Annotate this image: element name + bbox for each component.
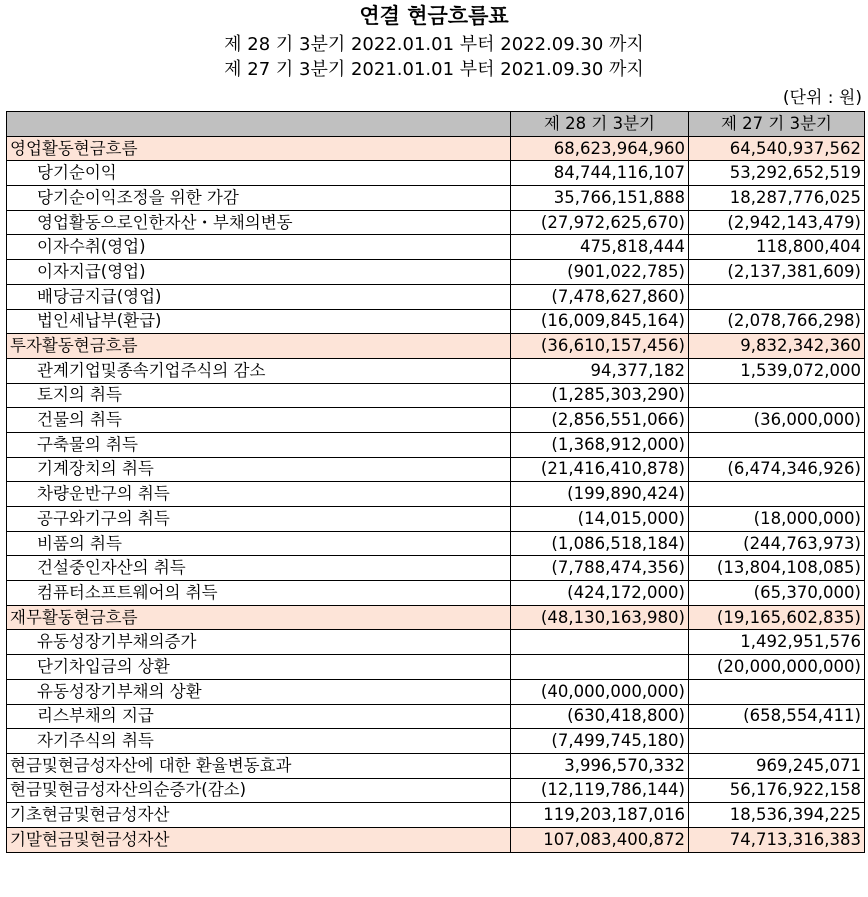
row-label: 현금및현금성자산의순증가(감소): [7, 778, 511, 803]
value-current: (199,890,424): [511, 482, 689, 507]
table-row: [7, 457, 865, 482]
row-label: 유동성장기부채의 상환: [7, 679, 511, 704]
table-row: [7, 507, 865, 532]
value-prior: 18,536,394,225: [689, 803, 865, 828]
row-label: 투자활동현금흐름: [7, 334, 511, 359]
value-prior: [689, 432, 865, 457]
value-current: (7,499,745,180): [511, 729, 689, 754]
row-label: 토지의 취득: [7, 383, 511, 408]
table-row: [7, 556, 865, 581]
value-current: (40,000,000,000): [511, 679, 689, 704]
value-prior: (658,554,411): [689, 704, 865, 729]
table-row: [7, 827, 865, 852]
header-current: 제 28 기 3분기: [511, 112, 689, 137]
value-prior: (18,000,000): [689, 507, 865, 532]
table-row: [7, 210, 865, 235]
value-current: [511, 655, 689, 680]
table-row: [7, 136, 865, 161]
value-prior: 56,176,922,158: [689, 778, 865, 803]
value-prior: 1,539,072,000: [689, 358, 865, 383]
value-current: (1,368,912,000): [511, 432, 689, 457]
document-title: 연결 현금흐름표: [359, 4, 509, 28]
value-current: (7,788,474,356): [511, 556, 689, 581]
value-current: (12,119,786,144): [511, 778, 689, 803]
table-header: [7, 112, 865, 137]
value-current: (7,478,627,860): [511, 284, 689, 309]
table-row: [7, 432, 865, 457]
row-label: 공구와기구의 취득: [7, 507, 511, 532]
row-label: 배당금지급(영업): [7, 284, 511, 309]
value-prior: 969,245,071: [689, 753, 865, 778]
row-label: 리스부채의 지급: [7, 704, 511, 729]
row-label: 영업활동으로인한자산・부채의변동: [7, 210, 511, 235]
table-row: [7, 284, 865, 309]
value-current: 3,996,570,332: [511, 753, 689, 778]
value-current: (424,172,000): [511, 581, 689, 606]
row-label: 현금및현금성자산에 대한 환율변동효과: [7, 753, 511, 778]
value-current: (1,285,303,290): [511, 383, 689, 408]
value-prior: 118,800,404: [689, 235, 865, 260]
value-prior: (2,137,381,609): [689, 260, 865, 285]
value-prior: [689, 383, 865, 408]
row-label: 건설중인자산의 취득: [7, 556, 511, 581]
value-prior: [689, 482, 865, 507]
value-prior: [689, 284, 865, 309]
table-row: [7, 778, 865, 803]
table-row: [7, 605, 865, 630]
row-label: 기계장치의 취득: [7, 457, 511, 482]
value-current: [511, 630, 689, 655]
value-prior: 53,292,652,519: [689, 161, 865, 186]
row-label: 영업활동현금흐름: [7, 136, 511, 161]
value-prior: (65,370,000): [689, 581, 865, 606]
value-prior: 74,713,316,383: [689, 827, 865, 852]
table-row: [7, 531, 865, 556]
value-prior: 64,540,937,562: [689, 136, 865, 161]
value-prior: (2,078,766,298): [689, 309, 865, 334]
value-current: (1,086,518,184): [511, 531, 689, 556]
value-prior: (20,000,000,000): [689, 655, 865, 680]
row-label: 기말현금및현금성자산: [7, 827, 511, 852]
table-row: [7, 630, 865, 655]
value-current: 84,744,116,107: [511, 161, 689, 186]
value-prior: (244,763,973): [689, 531, 865, 556]
table-row: [7, 803, 865, 828]
table-row: [7, 383, 865, 408]
value-current: 107,083,400,872: [511, 827, 689, 852]
value-prior: 1,492,951,576: [689, 630, 865, 655]
row-label: 자기주식의 취득: [7, 729, 511, 754]
table-row: [7, 679, 865, 704]
row-label: 컴퓨터소프트웨어의 취득: [7, 581, 511, 606]
table-row: [7, 309, 865, 334]
table-row: [7, 655, 865, 680]
row-label: 재무활동현금흐름: [7, 605, 511, 630]
row-label: 당기순이익조정을 위한 가감: [7, 186, 511, 211]
value-current: (36,610,157,456): [511, 334, 689, 359]
value-current: (901,022,785): [511, 260, 689, 285]
table-row: [7, 260, 865, 285]
header-prior: 제 27 기 3분기: [689, 112, 865, 137]
value-current: 119,203,187,016: [511, 803, 689, 828]
value-current: (27,972,625,670): [511, 210, 689, 235]
value-current: 94,377,182: [511, 358, 689, 383]
table-row: [7, 704, 865, 729]
value-prior: (2,942,143,479): [689, 210, 865, 235]
value-prior: (19,165,602,835): [689, 605, 865, 630]
row-label: 구축물의 취득: [7, 432, 511, 457]
value-prior: [689, 729, 865, 754]
row-label: 기초현금및현금성자산: [7, 803, 511, 828]
table-row: [7, 753, 865, 778]
row-label: 차량운반구의 취득: [7, 482, 511, 507]
cash-flow-table: [6, 111, 865, 853]
value-current: 68,623,964,960: [511, 136, 689, 161]
period-prior: 제 27 기 3분기 2021.01.01 부터 2021.09.30 까지: [224, 59, 644, 80]
value-current: (21,416,410,878): [511, 457, 689, 482]
row-label: 유동성장기부채의증가: [7, 630, 511, 655]
row-label: 단기차입금의 상환: [7, 655, 511, 680]
value-current: 35,766,151,888: [511, 186, 689, 211]
value-current: (16,009,845,164): [511, 309, 689, 334]
value-prior: 9,832,342,360: [689, 334, 865, 359]
table-row: [7, 581, 865, 606]
row-label: 법인세납부(환급): [7, 309, 511, 334]
table-row: [7, 235, 865, 260]
value-prior: (13,804,108,085): [689, 556, 865, 581]
value-prior: [689, 679, 865, 704]
row-label: 관계기업및종속기업주식의 감소: [7, 358, 511, 383]
table-row: [7, 358, 865, 383]
value-current: 475,818,444: [511, 235, 689, 260]
value-prior: (36,000,000): [689, 408, 865, 433]
row-label: 당기순이익: [7, 161, 511, 186]
value-prior: (6,474,346,926): [689, 457, 865, 482]
value-current: (14,015,000): [511, 507, 689, 532]
header-label: [7, 112, 511, 137]
row-label: 이자지급(영업): [7, 260, 511, 285]
value-current: (48,130,163,980): [511, 605, 689, 630]
table-row: [7, 334, 865, 359]
table-row: [7, 482, 865, 507]
table-row: [7, 161, 865, 186]
row-label: 건물의 취득: [7, 408, 511, 433]
value-prior: 18,287,776,025: [689, 186, 865, 211]
unit-label: (단위 : 원): [782, 88, 862, 108]
value-current: (630,418,800): [511, 704, 689, 729]
value-current: (2,856,551,066): [511, 408, 689, 433]
table-row: [7, 729, 865, 754]
row-label: 비품의 취득: [7, 531, 511, 556]
row-label: 이자수취(영업): [7, 235, 511, 260]
table-row: [7, 408, 865, 433]
table-row: [7, 186, 865, 211]
period-current: 제 28 기 3분기 2022.01.01 부터 2022.09.30 까지: [224, 34, 644, 55]
